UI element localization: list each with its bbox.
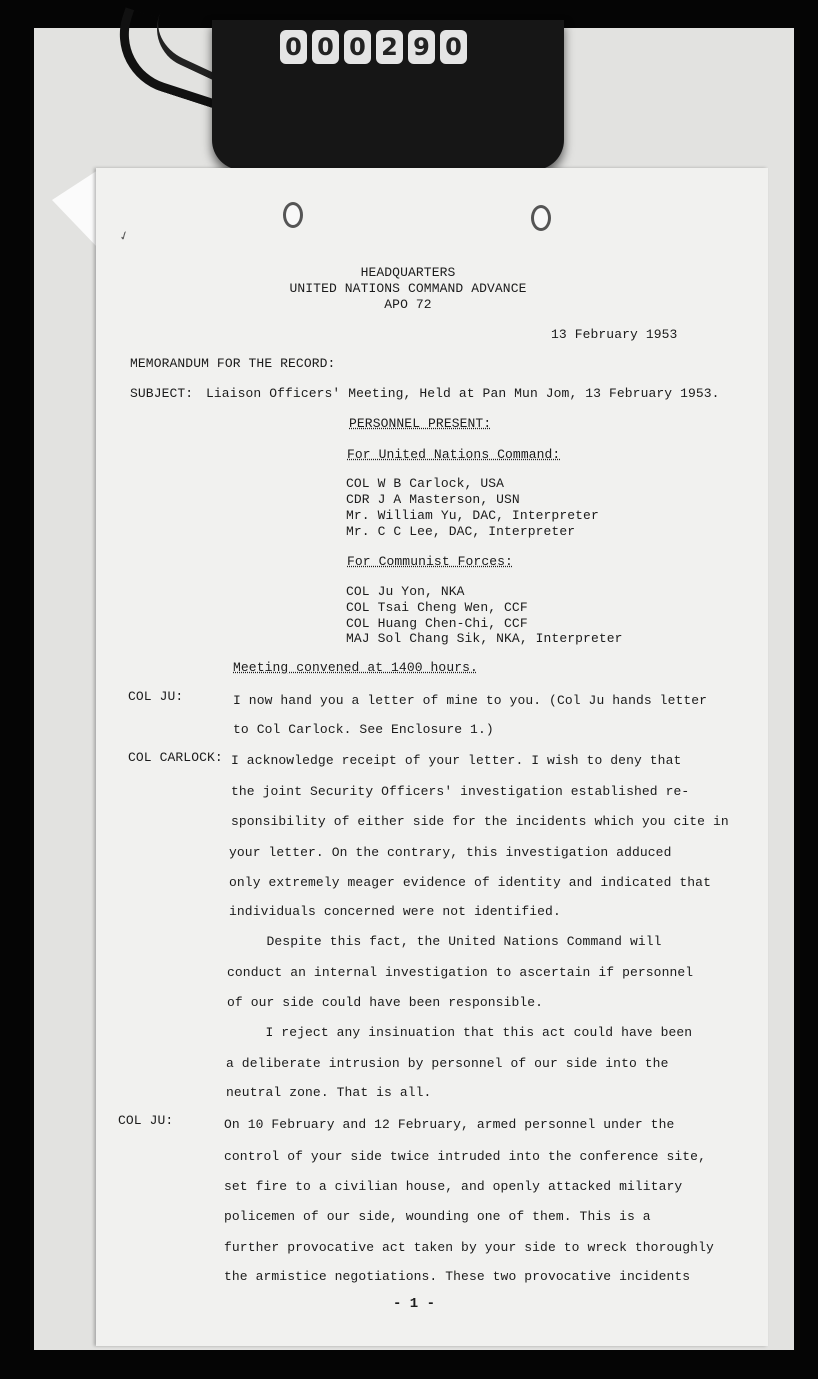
speaker-label: COL CARLOCK: xyxy=(128,750,223,765)
convened-line: Meeting convened at 1400 hours. xyxy=(233,660,478,675)
page-number: - 1 - xyxy=(393,1296,436,1312)
counter-digit: 0 xyxy=(440,30,467,64)
punch-hole xyxy=(283,202,303,228)
speech-line: further provocative act taken by your side to wreck thoroughly xyxy=(224,1240,714,1255)
speech-line: sponsibility of either side for the incidents which you cite in xyxy=(231,814,729,829)
speech-line: I acknowledge receipt of your letter. I wish to deny that xyxy=(231,753,682,768)
header-line-3: APO 72 xyxy=(384,297,432,312)
speaker-label: COL JU: xyxy=(118,1113,174,1128)
pencil-mark: ✓ xyxy=(117,228,132,246)
speech-line: of our side could have been responsible. xyxy=(227,995,544,1010)
speaker-label: COL JU: xyxy=(128,689,184,704)
punch-hole xyxy=(531,205,551,231)
speech-line: conduct an internal investigation to ascertain if personnel xyxy=(227,965,694,980)
un-member: COL W B Carlock, USA xyxy=(346,476,505,491)
speech-line: I reject any insinuation that this act could have been xyxy=(226,1025,693,1040)
speech-line: a deliberate intrusion by personnel of our side into the xyxy=(226,1056,669,1071)
cf-member: MAJ Sol Chang Sik, NKA, Interpreter xyxy=(346,631,623,646)
un-member: Mr. C C Lee, DAC, Interpreter xyxy=(346,524,576,539)
speech-line: your letter. On the contrary, this investigation adduced xyxy=(229,845,672,860)
speech-line: to Col Carlock. See Enclosure 1.) xyxy=(233,722,494,737)
speech-line: only extremely meager evidence of identity and indicated that xyxy=(229,875,711,890)
speech-line: On 10 February and 12 February, armed personnel under the xyxy=(224,1117,675,1132)
un-heading: For United Nations Command: xyxy=(347,447,561,462)
frame-counter xyxy=(280,30,467,66)
speech-line: the joint Security Officers' investigation established re- xyxy=(231,784,690,799)
counter-digit: 0 xyxy=(344,30,371,64)
cf-member: COL Tsai Cheng Wen, CCF xyxy=(346,600,528,615)
folded-corner xyxy=(52,170,98,248)
counter-digit: 2 xyxy=(376,30,403,64)
speech-line: control of your side twice intruded into the conference site, xyxy=(224,1149,706,1164)
counter-digit: 9 xyxy=(408,30,435,64)
speech-line: individuals concerned were not identified. xyxy=(229,904,561,919)
counter-digit: 0 xyxy=(312,30,339,64)
un-member: CDR J A Masterson, USN xyxy=(346,492,520,507)
speech-line: neutral zone. That is all. xyxy=(226,1085,432,1100)
speech-line: policemen of our side, wounding one of them. This is a xyxy=(224,1209,651,1224)
speech-line: set fire to a civilian house, and openly attacked military xyxy=(224,1179,683,1194)
speech-line: Despite this fact, the United Nations Command will xyxy=(227,934,662,949)
subject-text: Liaison Officers' Meeting, Held at Pan Mun Jom, 13 February 1953. xyxy=(206,386,720,401)
speech-line: I now hand you a letter of mine to you. (Col Ju hands letter xyxy=(233,693,708,708)
counter-digit: 0 xyxy=(280,30,307,64)
header-line-2: UNITED NATIONS COMMAND ADVANCE xyxy=(289,281,527,296)
memo-label: MEMORANDUM FOR THE RECORD: xyxy=(130,356,336,371)
header-line-1: HEADQUARTERS xyxy=(360,265,456,280)
cf-heading: For Communist Forces: xyxy=(347,554,513,569)
cf-member: COL Ju Yon, NKA xyxy=(346,584,465,599)
personnel-heading: PERSONNEL PRESENT: xyxy=(349,416,492,431)
document-date: 13 February 1953 xyxy=(551,327,678,342)
un-member: Mr. William Yu, DAC, Interpreter xyxy=(346,508,599,523)
cf-member: COL Huang Chen-Chi, CCF xyxy=(346,616,528,631)
speech-line: the armistice negotiations. These two provocative incidents xyxy=(224,1269,691,1284)
subject-label: SUBJECT: xyxy=(130,386,194,401)
